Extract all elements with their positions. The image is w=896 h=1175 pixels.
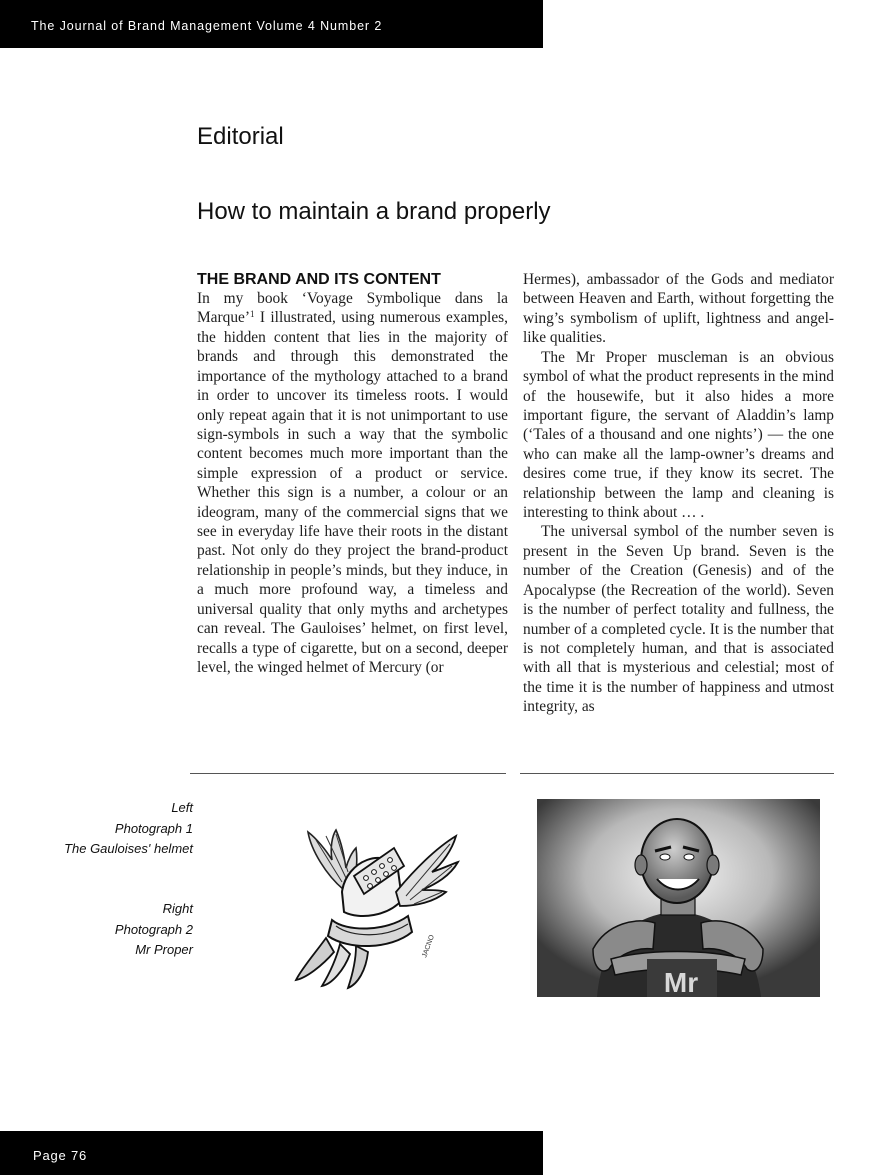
article-title: How to maintain a brand properly xyxy=(197,198,551,225)
mr-proper-label: Mr xyxy=(663,967,699,997)
column-divider-right xyxy=(520,773,834,774)
mr-proper-image xyxy=(537,799,820,997)
footnote-marker: 1 xyxy=(250,309,255,320)
caption-position: Right xyxy=(162,901,193,916)
caption-photo-1 xyxy=(64,798,193,860)
page-number: Page 76 xyxy=(33,1148,88,1163)
paragraph: Hermes), ambassador of the Gods and mediator between Heaven and Earth, without forgetting the wing’s symbolism of uplift, lightness and angel-like qualities. xyxy=(523,271,834,347)
column-divider-left xyxy=(190,773,506,774)
paragraph: The Mr Proper muscleman is an obvious symbol of what the product represents in the mind of the housewife, but it also hides a more important figure, the servant of Aladdin’s lamp (‘Tales of a thousand and one nights’) — the one who can make all the lamp-owner’s dreams and desires come true, if they know its secret. The relationship between the lamp and cleaning is interesting to think about … . xyxy=(523,348,834,522)
caption-subject: The Gauloises' helmet xyxy=(64,841,193,856)
artist-signature: JACNO xyxy=(421,933,436,959)
body-column-left xyxy=(197,270,508,677)
paragraph: The universal symbol of the number seven is present in the Seven Up brand. Seven is the number of the Creation (Genesis) and of the Apocalypse (the Recreation of the world). Seven is the number of perfect totality and fullness, the number of a completed cycle. It is the number that is not completely human, and that is associated with all that is mysterious and celestial; most of the time it is the number of happiness and utmost integrity, as xyxy=(523,523,834,716)
subheading: THE BRAND AND ITS CONTENT xyxy=(197,271,441,288)
caption-label: Photograph 1 xyxy=(114,820,193,836)
section-label: Editorial xyxy=(197,123,284,150)
paragraph-text: I illustrated, using numerous examples, the hidden content that lies in the majority of brands and through this demonstrated the importance of the mythology attached to a brand in order to uncover its timeless roots. I would only repeat again that it is not unimportant to use sign-symbols in such a way that the symbolic content becomes much more important than the simple expression of a product or service. Whether this sign is a number, a colour or an ideogram, many of the commercial signs that we see in everyday life have their roots in the distant past. Not only do they project the brand-product relationship in people’s minds, but they induce, in a much more profound way, a timeless and universal quality that only myths and archetypes can reveal. The Gauloises’ helmet, on first level, recalls a type of cigarette, but on a second, deeper level, the winged helmet of Mercury (or xyxy=(197,309,508,677)
journal-header-bar xyxy=(0,0,543,48)
page-footer-bar xyxy=(0,1131,543,1175)
running-title: The Journal of Brand Management Volume 4 Number 2 xyxy=(31,19,383,33)
paragraph xyxy=(197,289,508,677)
caption-position: Left xyxy=(171,800,193,815)
body-column-right xyxy=(523,270,834,717)
paragraph-text: In my book ‘Voyage Symbolique dans la Marque’ xyxy=(197,290,508,327)
caption-label: Photograph 2 xyxy=(114,921,193,937)
caption-subject: Mr Proper xyxy=(135,942,193,957)
gauloises-helmet-image xyxy=(286,820,461,992)
caption-photo-2 xyxy=(115,899,193,961)
